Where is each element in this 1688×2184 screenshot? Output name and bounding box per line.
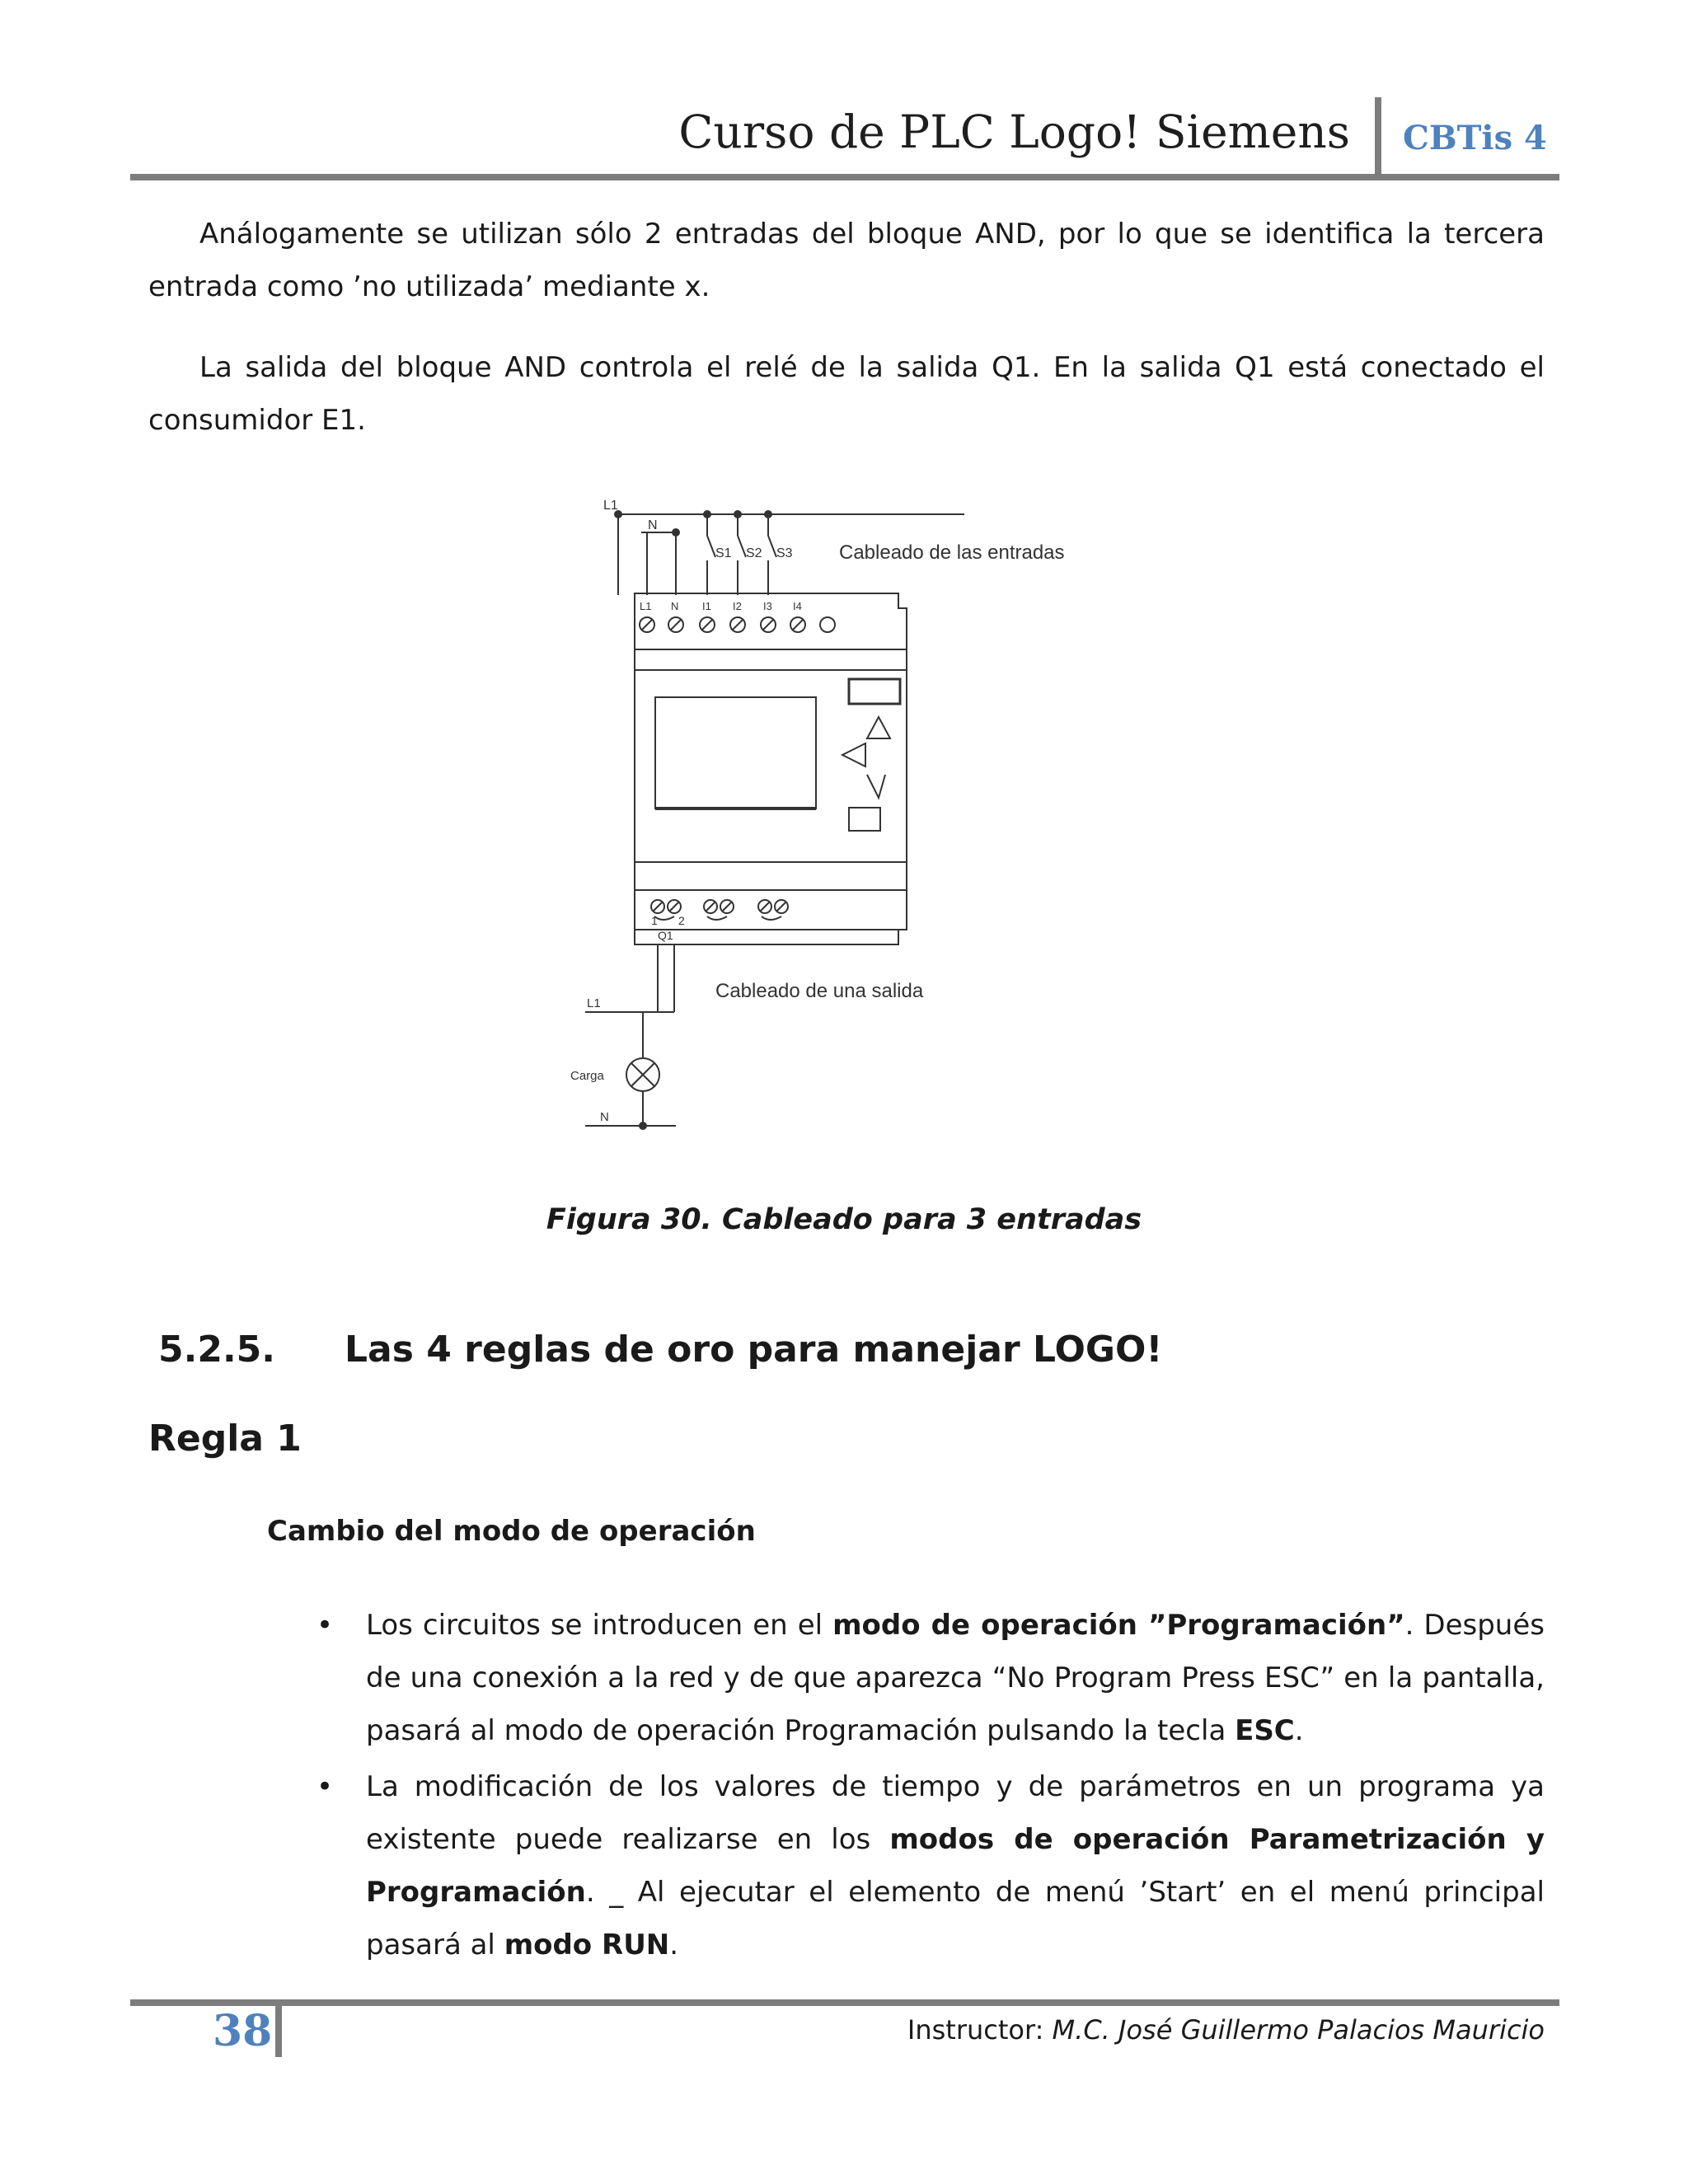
label-q1-pin2: 2 [678, 914, 685, 927]
label-l1-top: L1 [603, 499, 618, 513]
label-l1-bottom: L1 [587, 996, 601, 1010]
label-term-i4: I4 [793, 600, 802, 612]
instructor-name: M.C. José Guillermo Palacios Mauricio [1052, 2014, 1545, 2046]
switch-s3 [768, 536, 776, 557]
label-term-i3: I3 [763, 600, 772, 612]
switch-s1 [707, 536, 715, 557]
paragraph-and-output: La salida del bloque AND controla el relé de la salida Q1. En la salida Q1 está conectado el consumidor E1. [148, 351, 1545, 437]
header-school-tag: CBTis 4 [1403, 119, 1547, 157]
list-item: • La modificación de los valores de tiempo y de parámetros en un programa ya existente puede realizarse en los modos de operación Parametrización y Programación. _ Al ejecutar el elemento de menú ’Start’ en el menú principal pasará al modo RUN. [366, 1760, 1545, 1971]
label-term-i2: I2 [733, 600, 742, 612]
page-number: 38 [213, 2006, 273, 2056]
header-rule [130, 174, 1559, 180]
section-title: Las 4 reglas de oro para manejar LOGO! [345, 1329, 1163, 1371]
label-s2: S2 [746, 546, 762, 560]
footer-rule [130, 1999, 1559, 2006]
section-number: 5.2.5. [158, 1329, 275, 1371]
label-q1-pin1: 1 [651, 914, 658, 927]
paragraph-and-inputs: Análogamente se utilizan sólo 2 entradas del bloque AND, por lo que se identifica la tercera entrada como ’no utilizada’ mediante x. [148, 218, 1545, 303]
label-n-bottom: N [600, 1110, 609, 1124]
header-title: Curso de PLC Logo! Siemens [678, 105, 1350, 158]
lcd-display [655, 697, 816, 808]
figure-caption: Figura 30. Cableado para 3 entradas [546, 1203, 1142, 1236]
list-item: • Los circuitos se introducen en el modo de operación ”Programación”. Después de una conexión a la red y de que aparezca “No Program Press ESC” en la pantalla, pasará al modo de operación Programación pulsando la tecla ESC. [366, 1599, 1545, 1757]
bullet-dot: • [316, 1770, 334, 1803]
label-load: Carga [570, 1069, 604, 1083]
label-s3: S3 [776, 546, 793, 560]
left-key [842, 743, 865, 766]
footer-divider [275, 2001, 282, 2057]
header-divider [1375, 97, 1381, 178]
label-term-i1: I1 [702, 600, 711, 612]
label-inputs-wiring: Cableado de las entradas [839, 541, 1065, 564]
esc-key [849, 679, 900, 704]
rule-heading: Regla 1 [148, 1418, 302, 1460]
output-terminals [651, 900, 788, 920]
label-s1: S1 [715, 546, 732, 560]
label-term-n: N [671, 600, 679, 612]
subheading: Cambio del modo de operación [267, 1515, 756, 1548]
label-q1: Q1 [658, 929, 673, 942]
ok-key [849, 808, 880, 831]
label-n-top: N [648, 518, 658, 532]
input-terminals [640, 617, 835, 632]
label-output-wiring: Cableado de una salida [715, 980, 924, 1002]
switch-s2 [738, 536, 746, 557]
logo-module-body [635, 593, 907, 944]
right-key [867, 775, 885, 798]
label-term-l1: L1 [640, 600, 652, 612]
wiring-diagram [569, 485, 1129, 1144]
bullet-dot: • [316, 1609, 334, 1642]
up-key [867, 717, 890, 738]
footer-instructor [907, 2014, 1545, 2046]
instructor-label: Instructor: [907, 2014, 1053, 2046]
